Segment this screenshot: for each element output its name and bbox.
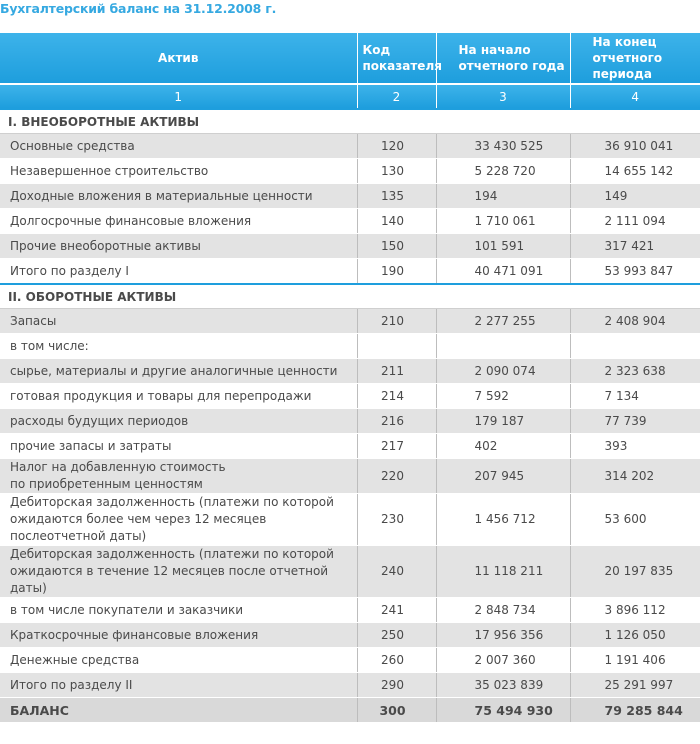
header-code: Код показателя [357, 33, 436, 84]
row-name: Дебиторская задолженность (платежи по которой ожидаются более чем через 12 месяцев послеотчетной даты) [0, 494, 357, 546]
row-end-value: 393 [570, 434, 700, 459]
table-row [0, 673, 700, 698]
section-heading-row [0, 109, 700, 134]
row-name: прочие запасы и затраты [0, 434, 357, 459]
row-start-value: 101 591 [436, 234, 570, 259]
row-end-value [570, 334, 700, 359]
table-row [0, 234, 700, 259]
row-code: 210 [357, 309, 436, 334]
table-row [0, 359, 700, 384]
row-code: 130 [357, 159, 436, 184]
row-start-value [436, 334, 570, 359]
row-start-value: 2 090 074 [436, 359, 570, 384]
row-code: 260 [357, 648, 436, 673]
row-start-value: 11 118 211 [436, 546, 570, 598]
row-code: 190 [357, 259, 436, 285]
table-row [0, 334, 700, 359]
row-name: расходы будущих периодов [0, 409, 357, 434]
table-row [0, 459, 700, 494]
row-start-value: 2 277 255 [436, 309, 570, 334]
row-start-value: 194 [436, 184, 570, 209]
table-row [0, 434, 700, 459]
row-code: 240 [357, 546, 436, 598]
column-number: 3 [436, 84, 570, 109]
row-name: Итого по разделу II [0, 673, 357, 698]
header-asset: Актив [0, 33, 357, 84]
row-code: 216 [357, 409, 436, 434]
row-code: 220 [357, 459, 436, 494]
row-code: 241 [357, 598, 436, 623]
row-code: 140 [357, 209, 436, 234]
table-row [0, 546, 700, 598]
section-title: II. ОБОРОТНЫЕ АКТИВЫ [0, 284, 700, 309]
row-end-value: 149 [570, 184, 700, 209]
row-start-value: 2 848 734 [436, 598, 570, 623]
row-end-value: 1 126 050 [570, 623, 700, 648]
row-end-value: 53 600 [570, 494, 700, 546]
section-title: I. ВНЕОБОРОТНЫЕ АКТИВЫ [0, 109, 700, 134]
row-end-value: 36 910 041 [570, 134, 700, 159]
row-code: 230 [357, 494, 436, 546]
header-start: На начало отчетного года [436, 33, 570, 84]
column-numbers-row [0, 84, 700, 109]
table-row [0, 309, 700, 334]
row-end-value: 317 421 [570, 234, 700, 259]
row-name: Краткосрочные финансовые вложения [0, 623, 357, 648]
row-start-value: 33 430 525 [436, 134, 570, 159]
row-start-value: 5 228 720 [436, 159, 570, 184]
row-end-value: 3 896 112 [570, 598, 700, 623]
row-code: 211 [357, 359, 436, 384]
table-row [0, 698, 700, 723]
row-start-value: 1 456 712 [436, 494, 570, 546]
row-end-value: 14 655 142 [570, 159, 700, 184]
row-start-value: 7 592 [436, 384, 570, 409]
row-name: Доходные вложения в материальные ценности [0, 184, 357, 209]
column-number: 2 [357, 84, 436, 109]
page-title: Бухгалтерский баланс на 31.12.2008 г. [0, 1, 277, 16]
table-row [0, 209, 700, 234]
row-start-value: 402 [436, 434, 570, 459]
row-end-value: 53 993 847 [570, 259, 700, 285]
row-name: БАЛАНС [0, 698, 357, 723]
row-name: Денежные средства [0, 648, 357, 673]
row-start-value: 17 956 356 [436, 623, 570, 648]
row-code: 250 [357, 623, 436, 648]
row-end-value: 314 202 [570, 459, 700, 494]
table-row [0, 184, 700, 209]
row-name: Дебиторская задолженность (платежи по которой ожидаются в течение 12 месяцев после отчетной даты) [0, 546, 357, 598]
row-code: 290 [357, 673, 436, 698]
row-code [357, 334, 436, 359]
row-end-value: 79 285 844 [570, 698, 700, 723]
table-row [0, 409, 700, 434]
row-end-value: 20 197 835 [570, 546, 700, 598]
row-name: в том числе покупатели и заказчики [0, 598, 357, 623]
column-number: 4 [570, 84, 700, 109]
row-name: Запасы [0, 309, 357, 334]
column-number: 1 [0, 84, 357, 109]
header-end: На конец отчетного периода [570, 33, 700, 84]
row-start-value: 207 945 [436, 459, 570, 494]
row-end-value: 77 739 [570, 409, 700, 434]
table-row [0, 384, 700, 409]
row-start-value: 35 023 839 [436, 673, 570, 698]
row-name: Незавершенное строительство [0, 159, 357, 184]
row-name: Итого по разделу I [0, 259, 357, 285]
row-code: 214 [357, 384, 436, 409]
row-end-value: 25 291 997 [570, 673, 700, 698]
table-row [0, 598, 700, 623]
row-name: Основные средства [0, 134, 357, 159]
table-row [0, 134, 700, 159]
balance-table [0, 33, 700, 723]
row-code: 300 [357, 698, 436, 723]
row-start-value: 1 710 061 [436, 209, 570, 234]
row-name: Налог на добавленную стоимость по приобретенным ценностям [0, 459, 357, 494]
table-row [0, 259, 700, 285]
table-row [0, 494, 700, 546]
table-row [0, 623, 700, 648]
row-start-value: 2 007 360 [436, 648, 570, 673]
row-start-value: 179 187 [436, 409, 570, 434]
section-heading-row [0, 284, 700, 309]
row-end-value: 2 323 638 [570, 359, 700, 384]
row-end-value: 2 408 904 [570, 309, 700, 334]
row-name: Прочие внеоборотные активы [0, 234, 357, 259]
table-row [0, 159, 700, 184]
row-code: 120 [357, 134, 436, 159]
row-name: готовая продукция и товары для перепродажи [0, 384, 357, 409]
row-end-value: 7 134 [570, 384, 700, 409]
row-name: сырье, материалы и другие аналогичные ценности [0, 359, 357, 384]
row-start-value: 75 494 930 [436, 698, 570, 723]
row-code: 150 [357, 234, 436, 259]
row-name: Долгосрочные финансовые вложения [0, 209, 357, 234]
row-code: 217 [357, 434, 436, 459]
row-name: в том числе: [0, 334, 357, 359]
row-code: 135 [357, 184, 436, 209]
table-header [0, 33, 700, 84]
row-end-value: 2 111 094 [570, 209, 700, 234]
row-end-value: 1 191 406 [570, 648, 700, 673]
table-row [0, 648, 700, 673]
row-start-value: 40 471 091 [436, 259, 570, 285]
